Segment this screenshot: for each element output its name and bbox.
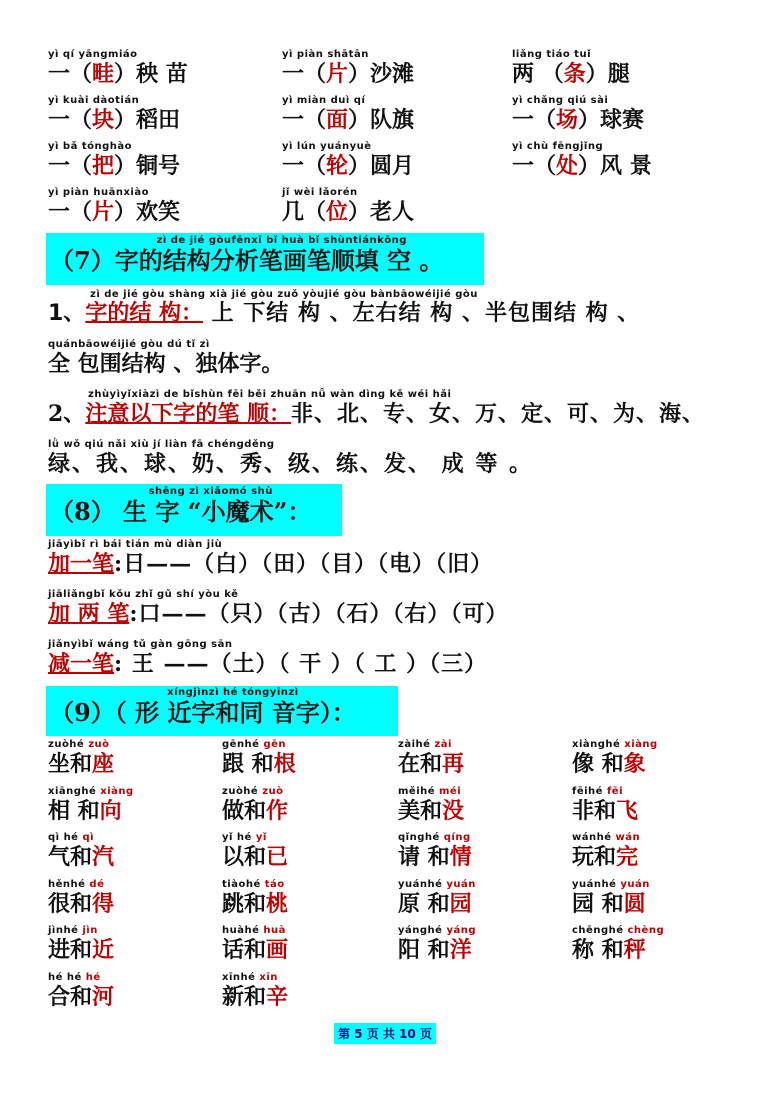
measure-word-suffix: ）欢笑 (114, 199, 181, 225)
measure-word-item (282, 96, 414, 131)
page-number: 第 5 页 共 10 页 (334, 1023, 436, 1044)
magic-row-text: :日——（白）（田）（目）（电）（旧） (114, 551, 494, 577)
pair-base: 非和 (572, 797, 617, 824)
section-8-title: （8） 生 字 “小魔术”： (50, 497, 312, 526)
magic-row-label: 加一笔 (48, 551, 115, 577)
pair-base: 在和 (398, 751, 443, 777)
pair-target-pinyin: xiàng (100, 785, 134, 797)
similar-char-pair (398, 926, 476, 961)
measure-word-item (512, 96, 644, 131)
measure-word-item (512, 142, 652, 177)
pair-pinyin: yǐ hé (222, 832, 252, 843)
structure-line-2 (48, 340, 283, 375)
measure-word-prefix: 一（ (512, 107, 557, 133)
measure-word-prefix: 两 （ (512, 61, 564, 87)
stroke-order-line-1 (48, 390, 705, 425)
magic-row-label: 加 两 笔 (48, 601, 130, 627)
measure-word-answer: 片 (92, 199, 115, 225)
pair-target: 飞 (616, 797, 639, 824)
measure-word-suffix: ）老人 (348, 199, 415, 225)
pair-target: 没 (442, 797, 465, 824)
magic-row-pinyin: jiǎnyìbǐ wáng tǔ gàn gōng sān (48, 639, 233, 650)
similar-char-pair (572, 833, 640, 868)
pair-target-pinyin: xīn (259, 971, 278, 983)
section-8-header (46, 484, 342, 536)
pair-target-pinyin: yuán (446, 878, 476, 890)
pair-base: 做和 (222, 797, 267, 824)
pair-target-pinyin: zài (434, 739, 452, 750)
pair-target: 画 (266, 937, 289, 963)
pair-target: 桃 (266, 890, 289, 917)
measure-word-pinyin: yì chǎng qiú sài (512, 95, 609, 106)
item-number: 2、 (48, 401, 86, 427)
measure-word-answer: 处 (556, 153, 579, 179)
measure-word-suffix: ）腿 (585, 61, 630, 87)
similar-char-pair (222, 926, 288, 961)
pair-pinyin: chēnghé (572, 925, 624, 936)
pair-target: 辛 (266, 983, 289, 1010)
similar-char-pair (222, 740, 296, 775)
section-7-header (46, 233, 484, 285)
pair-pinyin: xiànghé (572, 739, 621, 750)
stroke-order-label: 注意以下字的笔 顺： (85, 401, 291, 427)
structure-label: 字的结 构： (85, 301, 203, 326)
measure-word-prefix: 一（ (512, 153, 557, 179)
item-number: 1、 (48, 301, 86, 326)
measure-word-item (282, 142, 414, 177)
pair-pinyin: xiānghé (48, 785, 97, 797)
measure-word-answer: 场 (556, 107, 579, 133)
measure-word-item (282, 50, 414, 85)
measure-word-prefix: 一（ (282, 61, 327, 87)
pair-base: 园 和 (572, 890, 624, 917)
pair-target: 情 (449, 844, 472, 870)
structure-line-2-pinyin: quánbāowéijié gòu dú tǐ zì (48, 339, 210, 350)
measure-word-suffix: ）铜号 (114, 153, 181, 179)
magic-row (48, 590, 508, 625)
pair-target-pinyin: jìn (82, 925, 98, 936)
magic-row-pinyin: jiāliǎngbǐ kǒu zhǐ gǔ shí yòu kě (48, 589, 239, 600)
measure-word-pinyin: yì piàn shātān (282, 49, 369, 60)
structure-line-2-text: 全 包围结构 、独体字。 (48, 351, 284, 377)
measure-word-pinyin: yì piàn huānxiào (48, 187, 149, 198)
pair-target: 河 (92, 983, 115, 1010)
pair-target: 得 (92, 890, 115, 917)
pair-base: 跟 和 (222, 751, 274, 777)
measure-word-item (512, 50, 630, 85)
measure-word-pinyin: yì kuài dàotián (48, 95, 140, 106)
magic-row (48, 540, 493, 575)
pair-pinyin: jìnhé (48, 925, 79, 936)
pair-target-pinyin: yuán (620, 878, 650, 890)
section-9-title: （9）（ 形 近字和同 音字）： (50, 698, 356, 727)
measure-word-answer: 面 (326, 107, 349, 133)
pair-target-pinyin: zuò (262, 785, 284, 797)
magic-row-pinyin: jiāyìbǐ rì bái tián mù diàn jiù (48, 539, 223, 550)
magic-row-text: : 王 ——（土）（ 干 ）（ 工 ）（三） (114, 651, 488, 677)
pair-target-pinyin: méi (439, 785, 462, 797)
section-7-title: （7）字的结构分析笔画笔顺填 空 。 (50, 246, 444, 275)
similar-char-pair (572, 926, 664, 961)
pair-target: 汽 (92, 844, 115, 870)
similar-char-pair (398, 787, 464, 822)
structure-text: 上 下结 构 、左右结 构 、半包围结 构 、 (202, 301, 641, 326)
pair-pinyin: tiàohé (222, 878, 261, 890)
pair-base: 相 和 (48, 797, 100, 824)
magic-row (48, 640, 487, 675)
measure-word-prefix: 一（ (48, 153, 93, 179)
pair-pinyin: zàihé (398, 739, 431, 750)
section-9-pinyin: xíngjìnzì hé tóngyīnzì (167, 687, 299, 698)
pair-target-pinyin: yǐ (255, 832, 267, 843)
pair-pinyin: hěnhé (48, 878, 86, 890)
measure-word-prefix: 几（ (282, 199, 327, 225)
measure-word-answer: 畦 (92, 61, 115, 87)
pair-target-pinyin: zuò (88, 739, 110, 750)
pair-pinyin: qǐnghé (398, 832, 440, 843)
pair-pinyin: huàhé (222, 925, 260, 936)
measure-word-item (48, 142, 180, 177)
measure-word-suffix: ）稻田 (114, 107, 181, 133)
measure-word-suffix: ）沙滩 (348, 61, 415, 87)
measure-word-answer: 把 (92, 153, 115, 179)
pair-pinyin: yuánhé (572, 878, 617, 890)
pair-base: 进和 (48, 937, 93, 963)
pair-target-pinyin: táo (264, 878, 285, 890)
section-8-pinyin: shēng zì xiǎomó shù (148, 486, 273, 497)
measure-word-suffix: ）秧 苗 (114, 61, 188, 87)
pair-target: 作 (266, 797, 289, 824)
stroke-order-text: 非、北、专、女、万、定、可、为、海、 (290, 401, 705, 427)
pair-base: 以和 (222, 844, 267, 870)
stroke-order-line-2-text: 绿、我、球、奶、秀、级、练、发、 成 等 。 (48, 451, 533, 477)
pair-pinyin: gēnhé (222, 739, 260, 750)
pair-target-pinyin: hé (85, 971, 101, 983)
pair-target-pinyin: huà (263, 925, 286, 936)
pair-base: 称 和 (572, 937, 624, 963)
pair-pinyin: yuánhé (398, 878, 443, 890)
measure-word-pinyin: yì bǎ tónghào (48, 141, 132, 152)
similar-char-pair (572, 880, 650, 915)
measure-word-pinyin: jǐ wèi lǎorén (282, 187, 358, 198)
similar-char-pair (48, 926, 114, 961)
stroke-order-line-1-pinyin: zhùyìyǐxiàzì de bǐshùn fēi běi zhuān nǚ wàn dìng kě wéi hǎi (88, 389, 452, 400)
pair-pinyin: qì hé (48, 832, 79, 843)
similar-char-pair (48, 740, 114, 775)
similar-char-pair (48, 973, 114, 1008)
measure-word-suffix: ）队旗 (348, 107, 415, 133)
similar-char-pair (572, 787, 638, 822)
stroke-order-line-2-pinyin: lǜ wǒ qiú nǎi xiù jí liàn fā chéngděng (48, 439, 275, 450)
measure-word-item (48, 188, 180, 223)
measure-word-prefix: 一（ (282, 153, 327, 179)
similar-char-pair (572, 740, 658, 775)
similar-char-pair (48, 787, 134, 822)
measure-word-prefix: 一（ (48, 107, 93, 133)
measure-word-answer: 条 (563, 61, 586, 87)
pair-pinyin: měihé (398, 785, 436, 797)
measure-word-suffix: ）圆月 (348, 153, 415, 179)
pair-target: 已 (266, 844, 289, 870)
pair-base: 跳和 (222, 890, 267, 917)
magic-row-label: 减一笔 (48, 651, 115, 677)
pair-pinyin: yánghé (398, 925, 443, 936)
pair-base: 原 和 (398, 890, 450, 917)
pair-target-pinyin: yáng (446, 925, 476, 936)
pair-base: 玩和 (572, 844, 617, 870)
pair-target-pinyin: qíng (443, 832, 471, 843)
pair-target: 向 (99, 797, 122, 824)
similar-char-pair (48, 880, 114, 915)
pair-target-pinyin: qì (82, 832, 95, 843)
measure-word-prefix: 一（ (282, 107, 327, 133)
measure-word-suffix: ）球赛 (578, 107, 645, 133)
pair-pinyin: hé hé (48, 971, 82, 983)
similar-char-pair (398, 880, 476, 915)
pair-pinyin: xīnhé (222, 971, 256, 983)
pair-pinyin: zuòhé (48, 739, 85, 750)
pair-pinyin: fēihé (572, 785, 603, 797)
pair-target: 再 (442, 751, 465, 777)
pair-target: 秤 (623, 937, 646, 963)
pair-target: 圆 (623, 890, 646, 917)
measure-word-pinyin: liǎng tiáo tuǐ (512, 49, 591, 60)
pair-pinyin: wánhé (572, 832, 612, 843)
measure-word-answer: 块 (92, 107, 115, 133)
pair-base: 坐和 (48, 751, 93, 777)
pair-base: 新和 (222, 983, 267, 1010)
section-7-pinyin: zì de jié gòufēnxī bǐ huà bǐ shùntiánkōng (156, 235, 407, 246)
pair-target: 园 (449, 890, 472, 917)
pair-base: 像 和 (572, 751, 624, 777)
pair-target: 近 (92, 937, 115, 963)
measure-word-suffix: ）风 景 (578, 153, 652, 179)
measure-word-answer: 片 (326, 61, 349, 87)
magic-row-text: :口——（只）（古）（石）（右）（可） (129, 601, 509, 627)
measure-word-pinyin: yì chù fēngjǐng (512, 141, 604, 152)
pair-base: 很和 (48, 890, 93, 917)
similar-char-pair (398, 740, 464, 775)
stroke-order-line-2 (48, 440, 533, 475)
measure-word-answer: 位 (326, 199, 349, 225)
pair-base: 话和 (222, 937, 267, 963)
pair-pinyin: zuòhé (222, 785, 259, 797)
pair-target-pinyin: chèng (627, 925, 665, 936)
measure-word-item (48, 96, 180, 131)
pair-target: 座 (92, 751, 115, 777)
pair-base: 合和 (48, 983, 93, 1010)
measure-word-pinyin: yì lún yuányuè (282, 141, 372, 152)
pair-target: 根 (273, 751, 296, 777)
measure-word-item (282, 188, 414, 223)
pair-target-pinyin: dé (89, 878, 105, 890)
measure-word-item (48, 50, 188, 85)
similar-char-pair (222, 880, 288, 915)
pair-target-pinyin: xiàng (624, 739, 658, 750)
similar-char-pair (48, 833, 114, 868)
measure-word-prefix: 一（ (48, 61, 93, 87)
section-9-header (46, 686, 398, 736)
similar-char-pair (222, 787, 288, 822)
pair-target-pinyin: fēi (606, 785, 624, 797)
measure-word-prefix: 一（ (48, 199, 93, 225)
similar-char-pair (222, 973, 288, 1008)
pair-base: 美和 (398, 797, 443, 824)
pair-base: 请 和 (398, 844, 450, 870)
pair-target: 洋 (449, 937, 472, 963)
pair-target-pinyin: wán (615, 832, 641, 843)
similar-char-pair (398, 833, 472, 868)
pair-base: 阳 和 (398, 937, 450, 963)
pair-target: 完 (616, 844, 639, 870)
pair-target-pinyin: gēn (263, 739, 287, 750)
pair-target: 象 (623, 751, 646, 777)
measure-word-answer: 轮 (326, 153, 349, 179)
structure-line-1 (48, 290, 640, 325)
pair-base: 气和 (48, 844, 93, 870)
measure-word-pinyin: yì qí yāngmiáo (48, 49, 138, 60)
measure-word-pinyin: yì miàn duì qí (282, 95, 366, 106)
similar-char-pair (222, 833, 288, 868)
structure-line-1-pinyin: zì de jié gòu shàng xià jié gòu zuǒ yòujié gòu bànbāowéijié gòu (90, 289, 478, 300)
